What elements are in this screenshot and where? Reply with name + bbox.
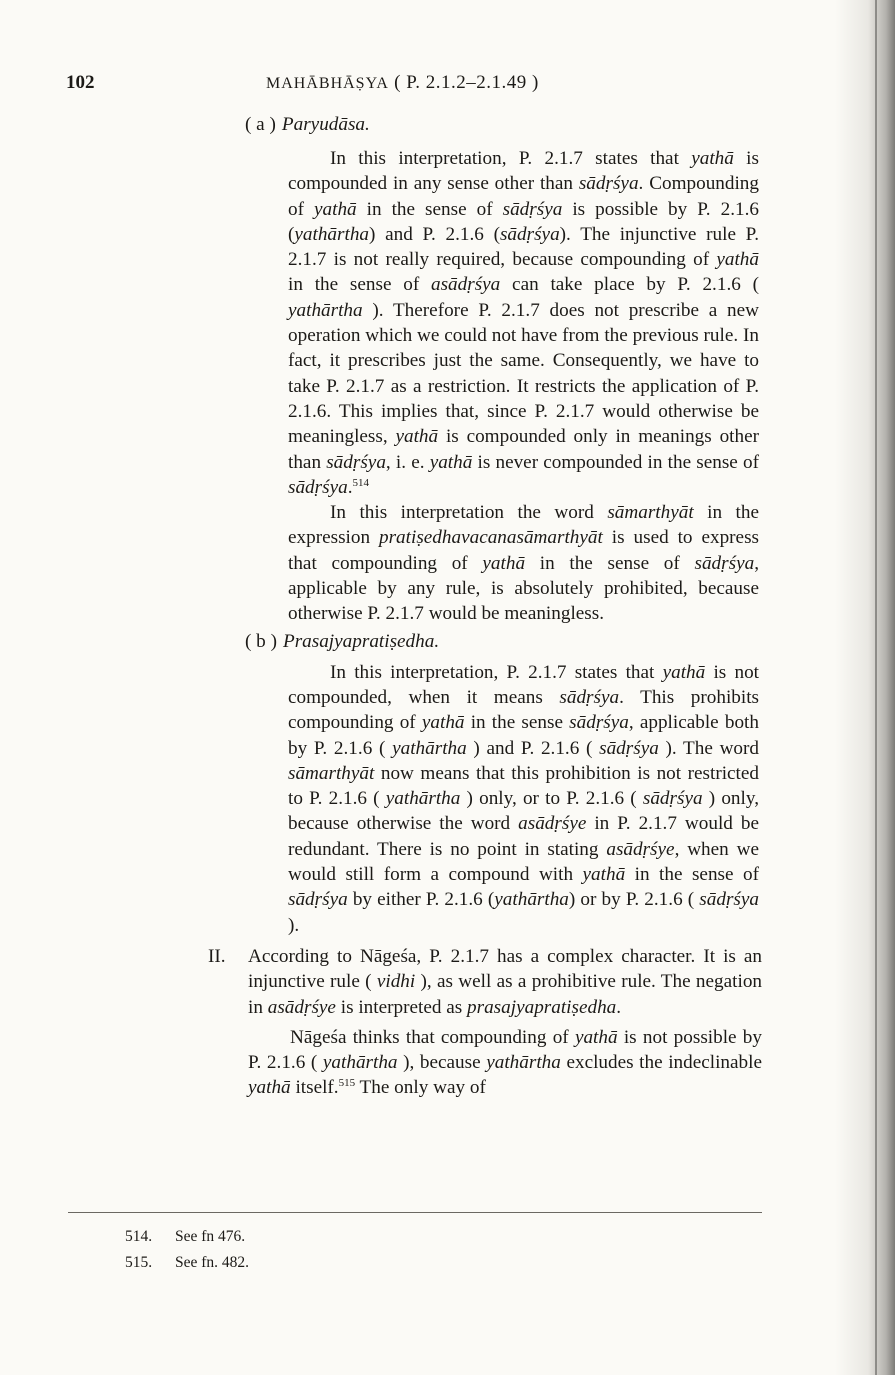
footnote-ref-514: 514 [352,476,369,489]
section-b-heading [245,629,765,655]
running-head-title: MAHĀBHĀṢYA [266,75,389,92]
footnote-ref-515: 515 [338,1077,356,1090]
main-text [0,112,895,1101]
footnote-514 [125,1224,249,1250]
footnote-text: See fn. 482. [175,1254,250,1271]
footnote-text: See fn 476. [175,1228,246,1245]
section-II [0,944,895,1020]
page-header [0,72,895,96]
section-b-title: Prasajyapratiṣedha. [282,630,440,652]
section-a-letter: ( a ) [245,114,276,135]
running-head-reference: ( P. 2.1.2–2.1.49 ) [394,72,539,93]
section-b-letter: ( b ) [245,630,277,652]
running-head [266,72,539,94]
section-a-title: Paryudāsa. [281,114,370,135]
page-number: 102 [66,72,95,93]
footnotes [125,1224,249,1276]
footnote-515 [125,1250,249,1276]
paragraph-a-1: In this interpretation, P. 2.1.7 states that yathā is compounded in any sense other than sādṛśya. Compounding of yathā in the sense of sādṛśya is possible by P. 2.1.6 (yathārtha) and P. 2.1.6 (sādṛśya). The injunctive rule P. 2.1.7 is not really required, because compounding of yathā in the sense of asādṛśya can take place by P. 2.1.6 ( yathārtha ). Therefore P. 2.1.7 does not prescribe a new operation which we could not have from the previous rule. In fact, it prescribes just the same. Consequently, we have to take P. 2.1.7 as a restriction. It restricts the application of P. 2.1.6. This implies that, since P. 2.1.7 would otherwise be meaningless, yathā is compounded only in meanings other than sādṛśya, i. e. yathā is never compounded in the sense of sādṛśya.$^{514}$ [288,148,759,498]
paragraph-a-2: In this interpretation the word sāmarthyāt in the expression pratiṣedhavacanasāmarthyāt is used to express that compounding of yathā in the sense of sādṛśya, applicable by any rule, is absolutely prohibited, because otherwise P. 2.1.7 would be meaningless. [288,502,760,625]
footnote-number: 514. [125,1228,153,1245]
paragraph-II-2: Nāgeśa thinks that compounding of yathā is not possible by P. 2.1.6 ( yathārtha ), because yathārtha excludes the indeclinable yathā itself.$^{515}$ The only way of [248,1026,762,1099]
paragraph-b-1: In this interpretation, P. 2.1.7 states that yathā is not compounded, when it means sādṛśya. This prohibits compounding of yathā in the sense sādṛśya, applicable both by P. 2.1.6 ( yathārtha ) and P. 2.1.6 ( sādṛśya ). The word sāmarthyāt now means that this prohibition is not restricted to P. 2.1.6 ( yathārtha ) only, or to P. 2.1.6 ( sādṛśya ) only, because otherwise the word asādṛśye in P. 2.1.7 would be redundant. There is no point in stating asādṛśye, when we would still form a compound with yathā in the sense of sādṛśya by either P. 2.1.6 (yathārtha) or by P. 2.1.6 ( sādṛśya ). [288,661,760,936]
footnote-number: 515. [125,1254,153,1271]
section-a-heading [245,112,765,138]
paragraph-II-1: According to Nāgeśa, P. 2.1.7 has a complex character. It is an injunctive rule ( vidhi ), as well as a prohibitive rule. The negation in asādṛśye is interpreted as prasajyapratiṣedha. [248,945,763,1018]
section-II-number: II. [208,945,226,967]
footnote-divider [68,1212,762,1213]
